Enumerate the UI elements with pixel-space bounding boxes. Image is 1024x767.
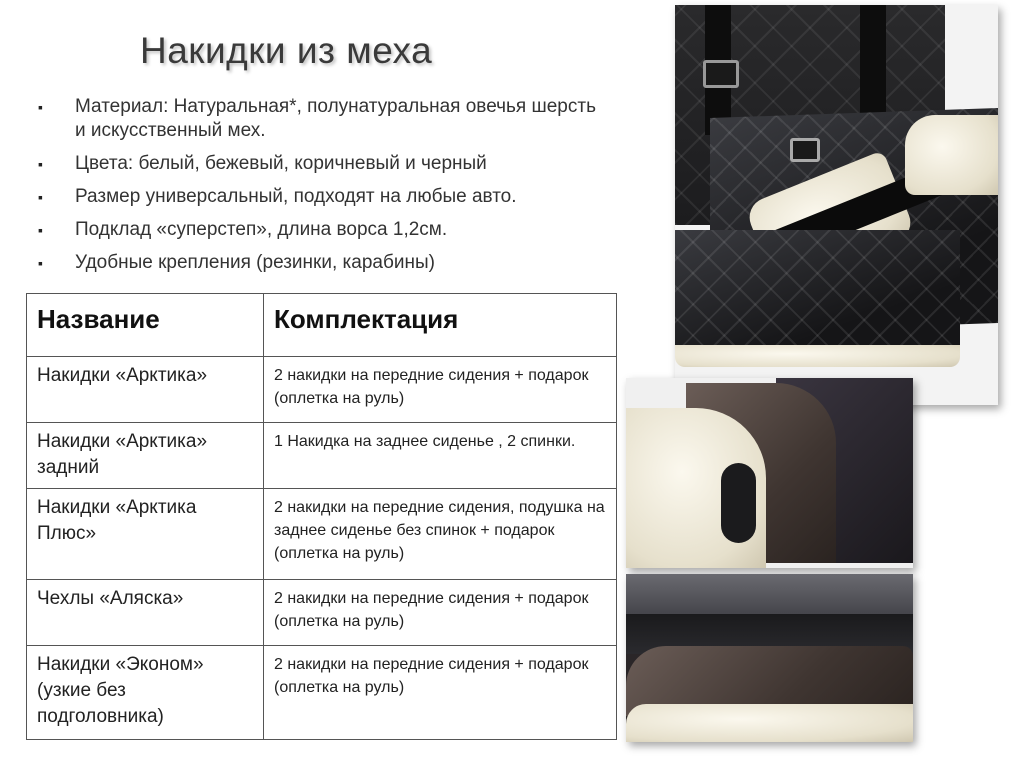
product-name: Накидки «Арктика» задний [27, 423, 264, 489]
list-item [38, 251, 598, 275]
slide-title: Накидки из меха [140, 30, 433, 71]
list-item [38, 95, 598, 143]
product-kit: 2 накидки на передние сидения, подушка на заднее сиденье без спинок + подарок (оплетка на руль) [264, 489, 617, 580]
list-item [38, 185, 598, 209]
folded-fur-photo [626, 574, 913, 742]
bullet-icon: ▪ [38, 99, 43, 115]
product-name: Накидки «Арктика» [27, 357, 264, 423]
product-name: Накидки «Арктика Плюс» [27, 489, 264, 580]
table-row [27, 423, 617, 489]
bullet-text: Размер универсальный, подходят на любые авто. [75, 186, 517, 207]
bullet-text: Цвета: белый, бежевый, коричневый и черный [75, 153, 487, 174]
list-item [38, 152, 598, 176]
fur-layer-white [626, 704, 913, 742]
bullet-text: Удобные крепления (резинки, карабины) [75, 252, 435, 273]
feature-list [38, 95, 598, 284]
bullet-icon: ▪ [38, 222, 43, 238]
buckle-icon [790, 138, 820, 162]
fur-fringe [675, 345, 960, 367]
table-row [27, 646, 617, 740]
seat-cover-photo [675, 5, 998, 405]
fur-roll-core [721, 463, 756, 543]
bullet-text: Материал: Натуральная*, полунатуральная овечья шерсть и искусственный мех. [75, 96, 596, 141]
bullet-icon: ▪ [38, 189, 43, 205]
list-item [38, 218, 598, 242]
buckle-icon [703, 60, 739, 88]
bullet-text: Подклад «суперстеп», длина ворса 1,2см. [75, 219, 448, 240]
table-header-row [27, 294, 617, 357]
column-header-name: Название [27, 294, 264, 357]
column-header-kit: Комплектация [264, 294, 617, 357]
table-row [27, 489, 617, 580]
product-name: Чехлы «Аляска» [27, 580, 264, 646]
strap-right [860, 5, 886, 115]
table-row [27, 580, 617, 646]
quilted-cover-bottom [675, 230, 960, 350]
product-kit: 2 накидки на передние сидения + подарок (оплетка на руль) [264, 357, 617, 423]
sheepskin-edge [905, 115, 998, 195]
product-kit: 2 накидки на передние сидения + подарок (оплетка на руль) [264, 580, 617, 646]
table-row [27, 357, 617, 423]
product-kit: 2 накидки на передние сидения + подарок (оплетка на руль) [264, 646, 617, 740]
product-kit: 1 Накидка на заднее сиденье , 2 спинки. [264, 423, 617, 489]
bullet-icon: ▪ [38, 255, 43, 271]
product-name: Накидки «Эконом» (узкие без подголовника) [27, 646, 264, 740]
bullet-icon: ▪ [38, 156, 43, 172]
product-table [26, 293, 617, 740]
rolled-fur-photo [626, 378, 913, 568]
